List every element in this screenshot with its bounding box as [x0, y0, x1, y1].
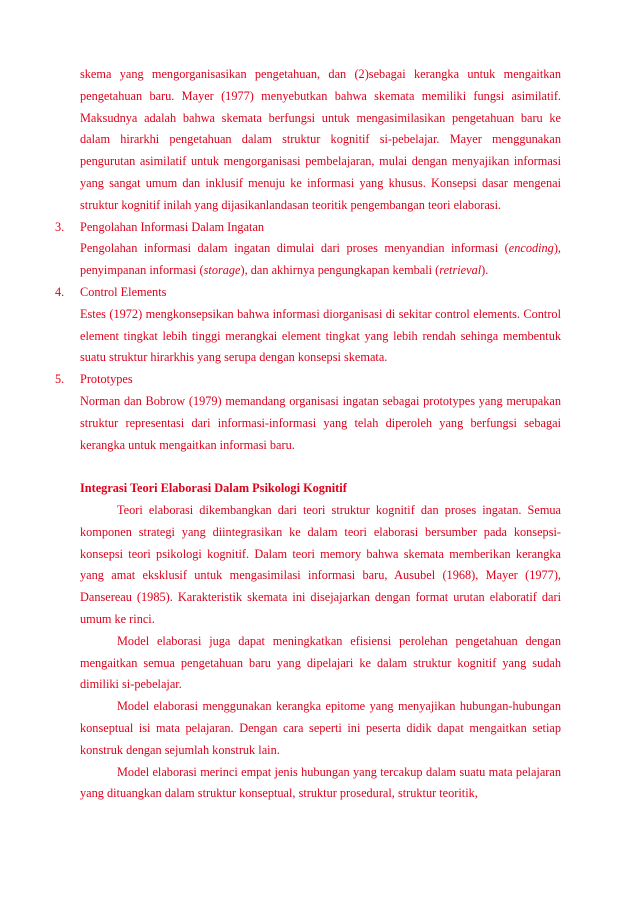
list-title: Pengolahan Informasi Dalam Ingatan	[80, 219, 265, 234]
list-title: Prototypes	[80, 372, 133, 387]
intro-paragraph: skema yang mengorganisasikan pengetahuan, dan (2)sebagai kerangka untuk mengaitkan pengetahuan baru. Mayer (1977) menyebutkan bahwa skemata memiliki fungsi asimilatif. Maksudnya adalah bahwa skemata berfungsi untuk mengasimilasikan pengetahuan baru ke dalam hirarkhi pengetahuan dalam struktur kognitif si-pebelajar. Mayer menggunakan pengurutan asimilatif untuk mengorganisasi pembelajaran, mulai dengan menyajikan informasi yang sangat umum dan inklusif menuju ke informasi yang khusus. Konsepsi dasar mengenai struktur kognitif inilah yang dijasikanlandasan teoritik pengembangan teori elaborasi.	[80, 67, 561, 212]
section-paragraph-2: Model elaborasi juga dapat meningkatkan efisiensi perolehan pengetahuan dengan mengaitkan semua pengetahuan baru yang dipelajari ke dalam struktur kognitif yang sudah dimiliki si-pebelajar.	[80, 633, 561, 692]
list-body: Norman dan Bobrow (1979) memandang organisasi ingatan sebagai prototypes yang merupakan struktur representasi dari informasi-informasi yang telah diperoleh yang berfungsi sebagai kerangka untuk mengaitkan informasi baru.	[80, 393, 561, 452]
list-item-3	[55, 217, 561, 282]
list-item-5	[55, 369, 561, 456]
term-retrieval: retrieval	[439, 263, 482, 278]
list-number: 5.	[55, 372, 65, 387]
term-storage: storage	[203, 263, 241, 278]
document-page	[55, 64, 561, 805]
list-number: 4.	[55, 284, 65, 299]
section-paragraph-1: Teori elaborasi dikembangkan dari teori struktur kognitif dan proses ingatan. Semua komponen strategi yang diintegrasikan ke dalam teori elaborasi bersumber pada konsepsi-konsepsi teori psikologi kognitif. Dalam teori memory bahwa skemata memberikan kerangka yang amat eksklusif untuk mengasimilasi informasi baru, Ausubel (1968), Mayer (1977), Dansereau (1985). Karakteristik skemata ini disejajarkan dengan format urutan elaboratif dari umum ke rinci.	[80, 502, 561, 626]
section-paragraph-3: Model elaborasi menggunakan kerangka epitome yang menyajikan hubungan-hubungan konseptual isi mata pelajaran. Dengan cara seperti ini peserta didik dapat mengaitkan setiap konstruk dengan sejumlah konstruk lain.	[80, 699, 561, 757]
list-number: 3.	[55, 219, 65, 234]
list-item-4	[55, 282, 561, 369]
term-encoding: encoding	[508, 241, 554, 256]
list-body: Pengolahan informasi dalam ingatan dimulai dari proses menyandian informasi (encoding), penyimpanan informasi (storage), dan akhirnya pengungkapan kembali (retrieval).	[80, 241, 561, 278]
list-title: Control Elements	[80, 284, 167, 299]
list-body: Estes (1972) mengkonsepsikan bahwa informasi diorganisasi di sekitar control elements. Control element tingkat lebih tinggi merangkai element tingkat yang lebih rendah sehinga membentuk suatu struktur hirarkhis yang serupa dengan konsepsi skemata.	[80, 306, 561, 365]
section-heading: Integrasi Teori Elaborasi Dalam Psikologi Kognitif	[80, 481, 347, 496]
section-paragraph-4: Model elaborasi merinci empat jenis hubungan yang tercakup dalam suatu mata pelajaran yang dituangkan dalam struktur konseptual, struktur prosedural, struktur teoritik,	[80, 764, 561, 801]
